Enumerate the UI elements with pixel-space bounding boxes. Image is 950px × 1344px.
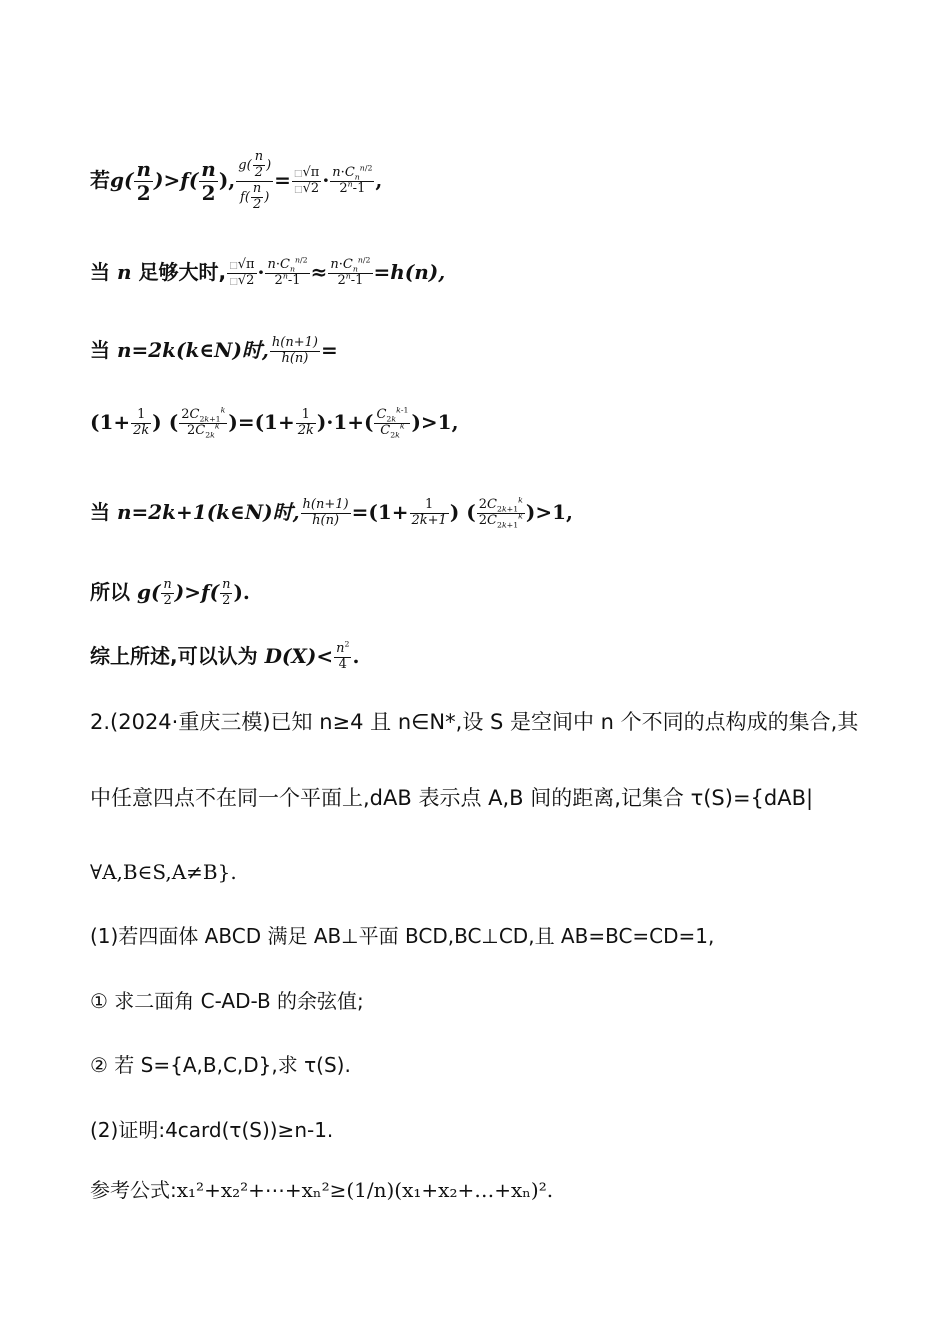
fraction-h-ratio: $\frac{h(n+1)}{h(n)}$ [302, 497, 349, 528]
fraction: $\frac{1}{2k+1}$ [411, 497, 447, 528]
fraction: $\frac{n}{2}$ [222, 577, 231, 608]
solution-line-7: 综上所述,可以认为 D(X)< $\frac{n^2}{4}$ . [90, 639, 360, 672]
formula: x₁²+x₂²+⋯+xₙ²≥(1/n)(x₁+x₂+…+xₙ)². [176, 1178, 554, 1202]
solution-line-3: 当 n=2k(k∈N)时, $\frac{h(n+1)}{h(n)}$ = [90, 335, 338, 366]
text: )>f( [154, 167, 199, 192]
problem-line-3: ∀A,B∈S,A≠B}. [90, 860, 237, 884]
fraction-binomial: $\frac{n\cdot C_n^{n/2}}{2^n-1}$ [332, 163, 373, 196]
fraction-binomial-ratio: $\frac{2C_{2k+1}^k}{2C_{2k}^k}$ [181, 405, 226, 440]
fraction-root-pi: $\frac{□√\pi}{□√2}$ [229, 257, 255, 288]
solution-line-5: 当 n=2k+1(k∈N)时, $\frac{h(n+1)}{h(n)}$ =(1+ $\frac{1}{2k+1}$ ) ( $\frac{2C_{2k+1}^k}{2C_{2k+1}^k}$ )>1, [90, 495, 574, 530]
fraction: $\frac{n^2}{4}$ [336, 639, 350, 672]
text: g( [110, 167, 134, 192]
problem-line-2: 中任意四点不在同一个平面上,dAB 表示点 A,B 间的距离,记集合 τ(S)={dAB| [90, 786, 814, 810]
fraction: $\frac{n}{2}$ [201, 156, 216, 205]
fraction: $\frac{n}{2}$ [136, 156, 151, 205]
text: 若 [90, 167, 110, 192]
fraction-g-over-f: g( $\frac{n}{2}$ ) f( $\frac{n}{2}$ ) [238, 149, 272, 212]
problem-part-1: (1)若四面体 ABCD 满足 AB⊥平面 BCD,BC⊥CD,且 AB=BC=CD=1, [90, 924, 715, 948]
solution-line-4: (1+ $\frac{1}{2k}$ ) ( $\frac{2C_{2k+1}^k}{2C_{2k}^k}$ )=(1+ $\frac{1}{2k}$ )·1+( $\frac{C_{2k}^{k-1}}{C_{2k}^k}$ )>1, [90, 405, 459, 440]
problem-part-2: (2)证明:4card(τ(S))≥n-1. [90, 1118, 334, 1142]
fraction: $\frac{1}{2k}$ [133, 407, 150, 438]
formula-label: 参考公式: [90, 1178, 177, 1202]
problem-sub-1: ① 求二面角 C-AD-B 的余弦值; [90, 989, 364, 1013]
fraction-h-ratio: $\frac{h(n+1)}{h(n)}$ [271, 335, 318, 366]
problem-line-1: 2.(2024·重庆三模)已知 n≥4 且 n∈N*,设 S 是空间中 n 个不同的点构成的集合,其 [90, 710, 859, 734]
solution-line-2: 当 n 足够大时, $\frac{□√\pi}{□√2}$ · $\frac{n\cdot C_n^{n/2}}{2^n-1}$ ≈ $\frac{n\cdot C_n^{n/2}}{2^n-1}$ =h(n), [90, 255, 446, 288]
fraction-binomial: $\frac{n\cdot C_n^{n/2}}{2^n-1}$ [330, 255, 371, 288]
fraction-binomial: $\frac{n\cdot C_n^{n/2}}{2^n-1}$ [267, 255, 308, 288]
fraction-binomial-ratio: $\frac{2C_{2k+1}^k}{2C_{2k+1}^k}$ [478, 495, 523, 530]
problem-sub-2: ② 若 S={A,B,C,D},求 τ(S). [90, 1053, 351, 1077]
fraction-binomial-ratio: $\frac{C_{2k}^{k-1}}{C_{2k}^k}$ [376, 405, 409, 440]
text: ), [218, 167, 236, 192]
solution-line-6: 所以 g( $\frac{n}{2}$ )>f( $\frac{n}{2}$ ). [90, 577, 250, 608]
fraction-root-pi: $\frac{□√\pi}{□√2}$ [293, 164, 320, 196]
fraction: $\frac{n}{2}$ [163, 577, 172, 608]
fraction: $\frac{1}{2k}$ [297, 407, 314, 438]
reference-formula [90, 1180, 553, 1200]
solution-line-1: 若g( $\frac{n}{2}$ )>f( $\frac{n}{2}$ ), g( $\frac{n}{2}$ ) f( $\frac{n}{2}$ ) = $\frac{□√\pi}{□√2}$ · $\frac{n\cdot C_n^{n/2}}{2^n-1}$ , [90, 149, 383, 212]
